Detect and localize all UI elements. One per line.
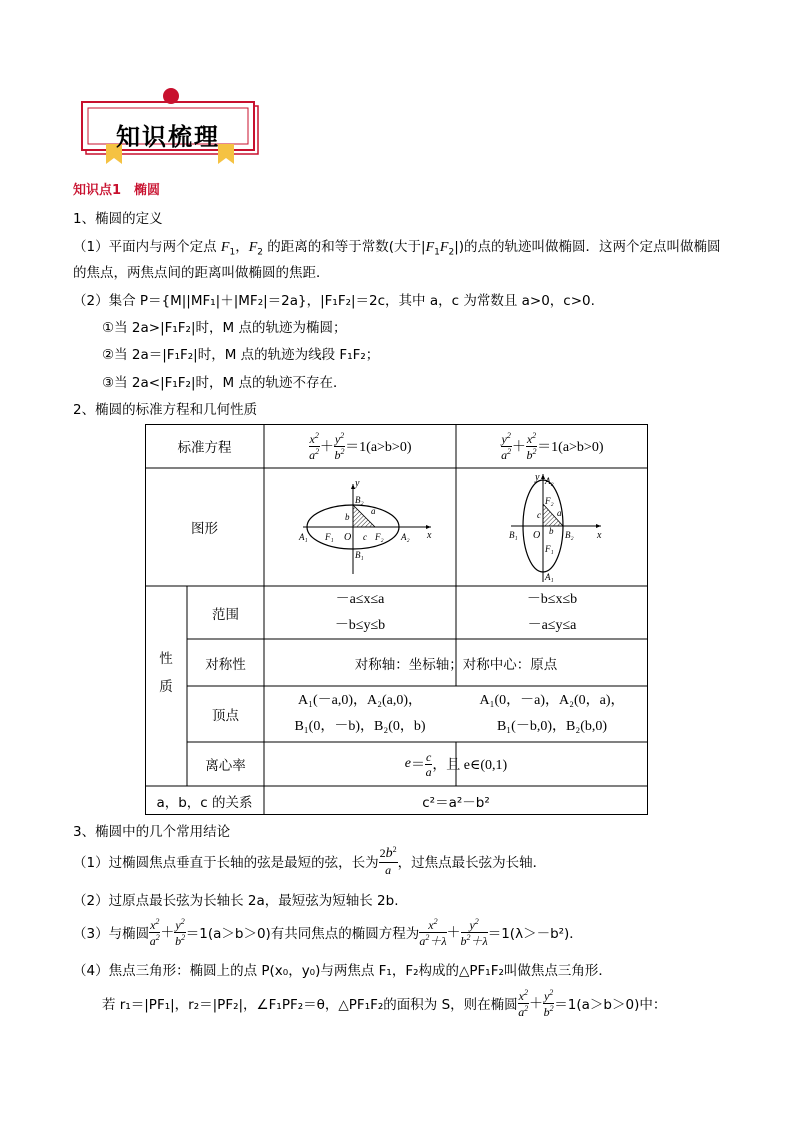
ecc-value: e ＝ $\frac{c}{a}$ ，且 e∈(0,1) <box>404 749 508 779</box>
label-F1: F₁ <box>545 544 554 554</box>
def-case-3: ③当 2a<|F₁F₂|时，M 点的轨迹不存在． <box>102 375 347 391</box>
label-F2: F₂ <box>545 496 554 506</box>
conc-5-text-a: 若 r₁＝|PF₁|，r₂＝|PF₂|，∠F₁PF₂＝θ，△PF₁F₂的面积为 S，则在椭圆 <box>102 997 518 1013</box>
conc-3-text-a: （3）与椭圆 <box>73 926 150 942</box>
def-p1-text-c: 的距离的和等于常数(大于| <box>262 239 426 255</box>
def-p1-text-b: ， <box>235 239 249 255</box>
std-heading: 2、椭圆的标准方程和几何性质 <box>73 402 258 418</box>
def-p1: （1）平面内与两个定点 $F_1$，$F_2$ 的距离的和等于常数(大于$|F_1F_2|$)的点的轨迹叫做椭圆．这两个定点叫做椭圆 <box>73 239 721 258</box>
label-c: c <box>537 510 541 520</box>
vertex-horizontal <box>264 686 456 742</box>
conc-5: 若 r₁＝|PF₁|，r₂＝|PF₂|，∠F₁PF₂＝θ，△PF₁F₂的面积为 S，则在椭圆 $\frac{x^2}{a^2}$ ＋ $\frac{y^2}{b^2}$ ＝1(a＞b＞0)中： <box>102 987 667 1019</box>
label-B1: B₁ <box>509 530 518 540</box>
conc-3: （3）与椭圆 $\frac{x^2}{a^2}$ ＋ $\frac{y^2}{b^2}$ ＝1(a＞b＞0)有共同焦点的椭圆方程为 $\frac{x^2}{a^2+\lambda}$ ＋ $\frac{y^2}{b^2+\lambda}$ ＝1(λ＞－b²)． <box>73 916 583 948</box>
def-case-1: ①当 2a>|F₁F₂|时，M 点的轨迹为椭圆； <box>102 320 347 336</box>
label-A1: A₁ <box>299 532 308 542</box>
vertex-vertical-a: A₁(0，－a)，A₂(0，a)， <box>479 693 625 708</box>
eq-horizontal: $\frac{x^2}{a^2}$ ＋ $\frac{y^2}{b^2}$ ＝1(a>b>0) <box>309 430 412 462</box>
x-axis-arrow-icon <box>426 525 431 529</box>
label-y: y <box>355 478 360 489</box>
label-B1: B₁ <box>355 550 364 560</box>
range-horizontal-y: －b≤y≤b <box>334 617 386 633</box>
label-y: y <box>535 472 540 483</box>
conc-3-text-b: ＝1(a＞b＞0)有共同焦点的椭圆方程为 <box>185 926 420 942</box>
conc-heading: 3、椭圆中的几个常用结论 <box>73 824 231 840</box>
conc-2: （2）过原点最长弦为长轴长 2a，最短弦为短轴长 2b. <box>73 893 399 909</box>
eq-label: 标准方程 <box>177 440 232 456</box>
ellipse-vertical-figure <box>505 472 605 586</box>
section-heading: 知识点1 椭圆 <box>73 183 161 198</box>
label-O: O <box>533 530 541 541</box>
ecc-label: 离心率 <box>205 758 246 774</box>
range-label: 范围 <box>212 606 239 623</box>
vertex-vertical-b: B₁(－b,0)，B₂(b,0) <box>496 719 608 734</box>
label-A2: A₂ <box>401 532 410 542</box>
prop-label-1: 性 <box>159 651 173 667</box>
def-heading: 1、椭圆的定义 <box>73 211 163 227</box>
label-B2: B₂ <box>355 495 364 505</box>
abc-value: c²＝a²－b² <box>422 794 490 811</box>
vertex-horizontal-a: A₁(－a,0)，A₂(a,0)， <box>297 693 423 708</box>
banner-pin-icon <box>163 88 179 104</box>
conc-1: （1）过椭圆焦点垂直于长轴的弦是最短的弦，长为 $\frac{2b^2}{a}$ ，过焦点最长弦为长轴． <box>73 845 547 877</box>
range-vertical <box>456 586 648 639</box>
label-b: b <box>549 526 554 536</box>
label-x: x <box>427 530 432 541</box>
eq-horizontal-cond: ＝1(a>b>0) <box>345 440 412 455</box>
x-axis-arrow-icon <box>596 524 601 528</box>
prop-label-2: 质 <box>159 679 173 695</box>
def-p1-line2: 的焦点，两焦点间的距离叫做椭圆的焦距． <box>73 265 330 281</box>
label-B2: B₂ <box>565 530 574 540</box>
def-p2: （2）集合 P＝{M||MF₁|＋|MF₂|＝2a}，|F₁F₂|＝2c，其中 a，c 为常数且 a>0，c>0. <box>73 293 595 309</box>
conc-1-text-b: ，过焦点最长弦为长轴． <box>397 855 547 871</box>
range-vertical-x: －b≤x≤b <box>526 591 578 607</box>
vertex-label: 顶点 <box>212 708 239 724</box>
eq-vertical-cond: ＝1(a>b>0) <box>537 440 604 455</box>
label-b: b <box>345 512 350 522</box>
vertex-horizontal-b: B₁(0，－b)，B₂(0，b) <box>294 719 426 734</box>
conc-3-text-c: ＝1(λ＞－b²)． <box>487 926 583 942</box>
knowledge-banner <box>82 104 260 162</box>
banner-title: 知识梳理 <box>116 122 220 151</box>
label-A1: A₁ <box>545 572 554 582</box>
conc-5-text-b: ＝1(a＞b＞0)中： <box>554 997 667 1013</box>
label-x: x <box>597 530 602 541</box>
ellipse-horizontal-figure <box>295 478 435 578</box>
def-case-2: ②当 2a＝|F₁F₂|时，M 点的轨迹为线段 F₁F₂； <box>102 347 380 363</box>
conc-1-text-a: （1）过椭圆焦点垂直于长轴的弦是最短的弦，长为 <box>73 855 379 871</box>
vertex-vertical <box>456 686 648 742</box>
abc-label: a，b，c 的关系 <box>156 794 253 811</box>
sym-value: 对称轴：坐标轴；对称中心：原点 <box>354 656 558 673</box>
label-A2: A₂ <box>545 476 554 486</box>
eq-vertical: $\frac{y^2}{a^2}$ ＋ $\frac{x^2}{b^2}$ ＝1(a>b>0) <box>501 430 604 462</box>
def-p1-text-d: |)的点的轨迹叫做椭圆．这两个定点叫做椭圆 <box>454 239 721 255</box>
label-c: c <box>363 532 367 542</box>
properties-table <box>145 424 648 815</box>
range-horizontal <box>264 586 456 639</box>
conc-4: （4）焦点三角形：椭圆上的点 P(x₀，y₀)与两焦点 F₁，F₂构成的△PF₁F₂叫做焦点三角形． <box>73 963 612 979</box>
fig-label: 图形 <box>191 521 218 537</box>
label-a: a <box>557 508 562 518</box>
def-p1-text-a: （1）平面内与两个定点 <box>73 239 221 255</box>
label-O: O <box>344 532 352 543</box>
range-vertical-y: －a≤y≤a <box>527 617 577 633</box>
label-F1: F₁ <box>325 532 334 542</box>
label-a: a <box>371 506 376 516</box>
sym-label: 对称性 <box>205 656 246 673</box>
range-horizontal-x: －a≤x≤a <box>335 591 385 607</box>
ecc-suffix: ，且 e∈(0,1) <box>432 758 508 773</box>
label-F2: F₂ <box>375 532 384 542</box>
